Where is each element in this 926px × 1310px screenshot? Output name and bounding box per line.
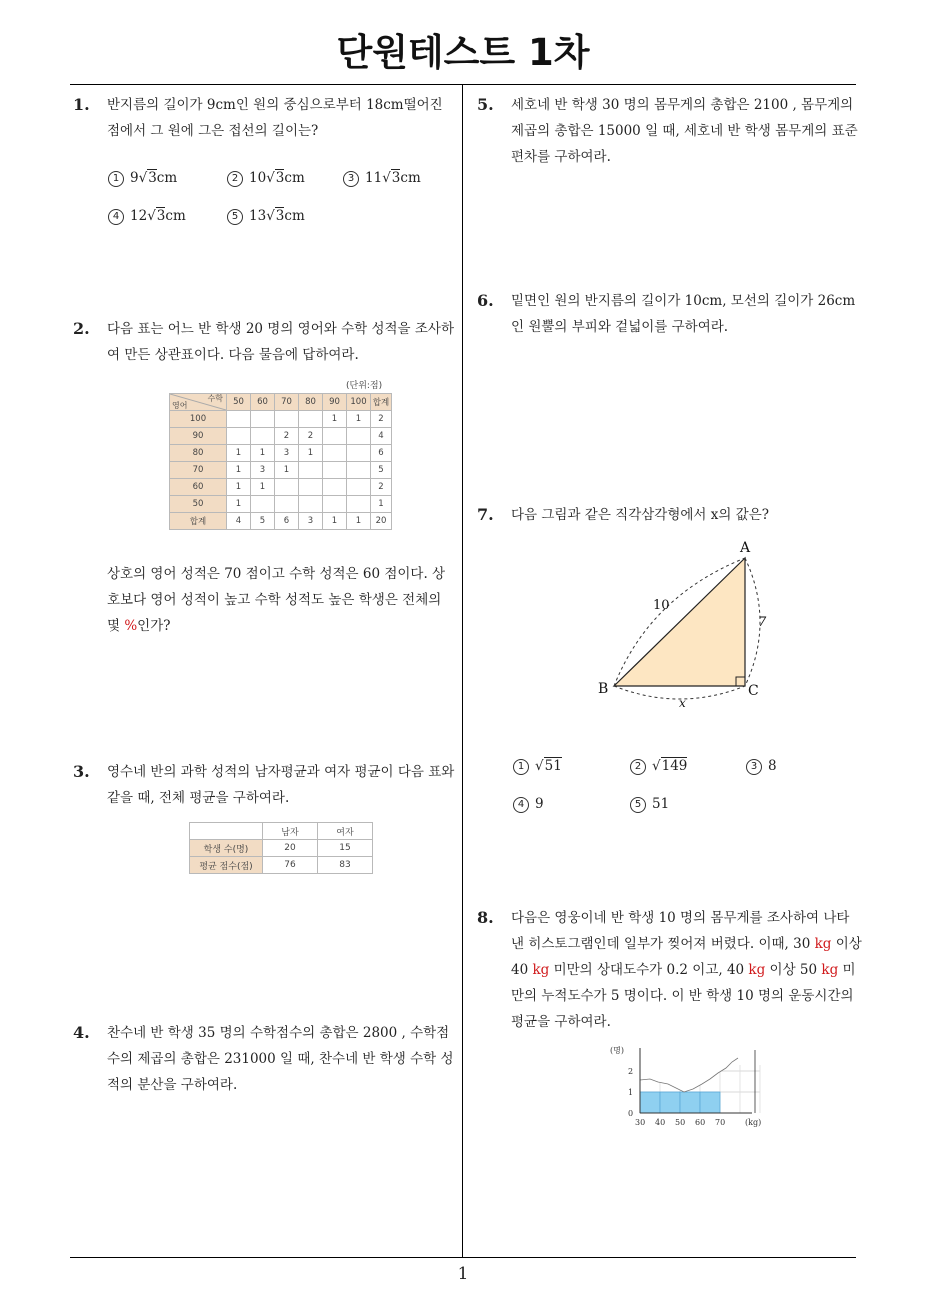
unit-kg: kg — [748, 962, 766, 978]
question-text: 다음 표는 어느 반 학생 20 명의 영어와 수학 성적을 조사하여 만든 상관표이다. 다음 물음에 답하여라. — [107, 321, 454, 363]
table-cell: 20 — [263, 840, 318, 857]
row-label: 80 — [170, 445, 227, 462]
table-cell: 2 — [371, 479, 392, 496]
table-header-row — [190, 823, 373, 840]
question-text: 세호네 반 학생 30 명의 몸무게의 총합은 2100 , 몸무게의 제곱의 총합은 15000 일 때, 세호네 반 학생 몸무게의 표준편차를 구하여라. — [511, 97, 858, 165]
table-cell: 1 — [323, 513, 347, 530]
choice-mark: 1 — [513, 759, 529, 775]
table-cell: 1 — [299, 445, 323, 462]
histogram-bar — [660, 1092, 680, 1113]
torn-area — [640, 1046, 738, 1092]
table-cell: 1 — [323, 411, 347, 428]
average-table — [189, 822, 373, 874]
question-text: 반지름의 길이가 9cm인 원의 중심으로부터 18cm떨어진 점에서 그 원에 그은 접선의 길이는? — [107, 97, 443, 139]
histogram-bar — [640, 1092, 660, 1113]
table-cell: 2 — [275, 428, 299, 445]
choice-coefficient: 11 — [365, 170, 383, 186]
sqrt-symbol: √ — [382, 170, 391, 186]
histogram-bar — [700, 1092, 720, 1113]
x-tick-label: 30 — [635, 1118, 646, 1127]
table-cell — [251, 411, 275, 428]
row-label: 60 — [170, 479, 227, 496]
choice-unit: cm — [165, 208, 186, 224]
table-cell — [275, 479, 299, 496]
question-8 — [477, 905, 862, 1035]
table-cell: 1 — [371, 496, 392, 513]
choice-mark: 5 — [227, 209, 243, 225]
y-tick-label: 2 — [628, 1067, 634, 1076]
percent-symbol: % — [124, 618, 138, 634]
table-cell: 2 — [371, 411, 392, 428]
question-3 — [73, 759, 458, 811]
row-label: 90 — [170, 428, 227, 445]
row-label: 70 — [170, 462, 227, 479]
question-2 — [73, 316, 458, 368]
choice-unit: cm — [284, 170, 305, 186]
table-cell: 4 — [227, 513, 251, 530]
question-text: 영수네 반의 과학 성적의 남자평균과 여자 평균이 다음 표와 같을 때, 전체 평균을 구하여라. — [107, 764, 455, 806]
vertex-b-label: B — [598, 681, 609, 697]
unit-kg: kg — [821, 962, 839, 978]
sqrt-symbol: √ — [147, 208, 156, 224]
unit-kg: kg — [814, 936, 832, 952]
choice-value: 9 — [535, 796, 544, 812]
question-7 — [477, 502, 862, 528]
x-tick-label: 50 — [675, 1118, 686, 1127]
question-number: 1. — [73, 95, 90, 114]
choice-unit: cm — [156, 170, 178, 186]
table-cell — [299, 479, 323, 496]
histogram-bar — [680, 1092, 700, 1113]
table-cell: 1 — [227, 445, 251, 462]
table-cell — [323, 496, 347, 513]
column-header: 50 — [227, 394, 251, 411]
table-cell: 6 — [371, 445, 392, 462]
choice-mark: 2 — [227, 171, 243, 187]
choice-radicand: 3 — [275, 170, 285, 186]
table-cell — [275, 496, 299, 513]
choice-coefficient: 9 — [130, 170, 139, 186]
table-cell: 1 — [347, 513, 371, 530]
text-segment: 다음은 영웅이네 반 학생 10 명의 몸무게를 조사하여 나타낸 히스토그램인데 일부가 찢어져 버렸다. 이때, 30 — [511, 910, 850, 952]
text-segment: 이상 50 — [765, 962, 822, 978]
row-label: 합계 — [170, 513, 227, 530]
table-cell: 4 — [371, 428, 392, 445]
choice-value: 51 — [652, 796, 670, 812]
table-cell — [347, 428, 371, 445]
table-cell: 5 — [371, 462, 392, 479]
table-cell — [323, 428, 347, 445]
table-cell: 1 — [347, 411, 371, 428]
sqrt-symbol: √ — [652, 758, 661, 774]
page-number: 1 — [457, 1264, 469, 1284]
column-divider — [462, 84, 463, 1257]
leg-bc-length-label: x — [679, 696, 686, 710]
table-cell — [323, 462, 347, 479]
choice-4[interactable] — [513, 796, 544, 813]
question-1 — [73, 92, 458, 144]
table-cell: 3 — [251, 462, 275, 479]
table-cell — [275, 411, 299, 428]
column-header — [190, 823, 263, 840]
question-4 — [73, 1020, 458, 1098]
column-header: 합계 — [371, 394, 392, 411]
y-axis-label: (명) — [610, 1046, 624, 1055]
corner-label-top: 수학 — [207, 394, 223, 403]
table-row — [170, 428, 392, 445]
table-cell: 1 — [227, 462, 251, 479]
table-cell — [323, 479, 347, 496]
choice-mark: 3 — [343, 171, 359, 187]
correlation-table — [169, 393, 392, 530]
question-number: 7. — [477, 505, 494, 524]
table-cell: 1 — [227, 496, 251, 513]
row-label: 50 — [170, 496, 227, 513]
choice-radicand: 51 — [544, 758, 562, 774]
corner-label-bottom: 영어 — [172, 401, 188, 410]
choice-1[interactable] — [513, 758, 562, 775]
table-cell: 1 — [251, 479, 275, 496]
question-number: 8. — [477, 908, 494, 927]
choice-4[interactable] — [108, 208, 186, 225]
text-segment: 이상 40 — [511, 936, 862, 978]
x-tick-label: 60 — [695, 1118, 706, 1127]
question-text: 다음 그림과 같은 직각삼각형에서 x의 값은? — [511, 507, 770, 523]
column-header: 남자 — [263, 823, 318, 840]
leg-ac-length-label: 7 — [758, 615, 767, 630]
table-cell — [347, 445, 371, 462]
sqrt-symbol: √ — [138, 170, 148, 186]
table-cell: 15 — [318, 840, 373, 857]
choice-radicand: 3 — [148, 170, 157, 186]
table-cell — [323, 445, 347, 462]
table-row — [170, 496, 392, 513]
column-header: 여자 — [318, 823, 373, 840]
table-cell — [251, 428, 275, 445]
column-header: 100 — [347, 394, 371, 411]
table-row — [170, 479, 392, 496]
sqrt-symbol: √ — [535, 758, 544, 774]
table-row — [170, 445, 392, 462]
table-cell: 2 — [299, 428, 323, 445]
table-cell — [347, 496, 371, 513]
question-number: 3. — [73, 762, 90, 781]
question-number: 4. — [73, 1023, 90, 1042]
choice-mark: 2 — [630, 759, 646, 775]
choice-3[interactable] — [746, 758, 777, 775]
question-number: 5. — [477, 95, 494, 114]
column-header: 60 — [251, 394, 275, 411]
choice-mark: 1 — [108, 171, 124, 187]
x-axis-label: (kg) — [745, 1118, 762, 1127]
question-number: 6. — [477, 291, 494, 310]
y-tick-label: 1 — [628, 1088, 634, 1097]
column-header: 70 — [275, 394, 299, 411]
choice-radicand: 149 — [661, 758, 688, 774]
choice-radicand: 3 — [391, 170, 401, 186]
choice-mark: 5 — [630, 797, 646, 813]
bottom-divider — [70, 1257, 856, 1258]
page-title: 단원테스트 1차 — [336, 31, 590, 74]
column-header: 90 — [323, 394, 347, 411]
row-label: 평균 점수(점) — [190, 857, 263, 874]
table-unit-note: (단위:점) — [346, 381, 383, 391]
choice-coefficient: 13 — [249, 208, 267, 224]
table-cell: 1 — [227, 479, 251, 496]
table-cell — [299, 496, 323, 513]
sqrt-symbol: √ — [266, 208, 275, 224]
column-header: 80 — [299, 394, 323, 411]
table-row — [170, 411, 392, 428]
table-row — [170, 462, 392, 479]
y-tick-label: 0 — [628, 1109, 634, 1118]
choice-1[interactable] — [108, 170, 177, 187]
choice-3[interactable] — [343, 170, 421, 187]
hypotenuse-length-label: 10 — [653, 598, 670, 613]
choice-mark: 4 — [513, 797, 529, 813]
choice-2[interactable] — [630, 758, 687, 775]
x-tick-label: 40 — [655, 1118, 666, 1127]
question-text: 밑면인 원의 반지름의 길이가 10cm, 모선의 길이가 26cm인 원뿔의 부피와 겉넓이를 구하여라. — [511, 293, 856, 335]
table-cell — [299, 462, 323, 479]
table-row — [190, 840, 373, 857]
table-cell: 3 — [275, 445, 299, 462]
choice-coefficient: 10 — [249, 170, 267, 186]
x-tick-label: 70 — [715, 1118, 726, 1127]
choice-2[interactable] — [227, 170, 305, 187]
question-6 — [477, 288, 862, 340]
table-row — [170, 513, 392, 530]
table-cell: 1 — [251, 445, 275, 462]
table-cell: 20 — [371, 513, 392, 530]
row-label: 학생 수(명) — [190, 840, 263, 857]
choice-unit: cm — [400, 170, 421, 186]
table-corner-cell — [170, 394, 227, 411]
table-cell: 83 — [318, 857, 373, 874]
table-cell — [299, 411, 323, 428]
unit-kg: kg — [532, 962, 550, 978]
table-cell: 1 — [275, 462, 299, 479]
sqrt-symbol: √ — [266, 170, 275, 186]
table-cell: 6 — [275, 513, 299, 530]
choice-5[interactable] — [630, 796, 669, 813]
choice-radicand: 3 — [275, 208, 285, 224]
table-cell — [227, 428, 251, 445]
table-row — [190, 857, 373, 874]
text-segment: 미만의 누적도수가 5 명이다. 이 반 학생 10 명의 운동시간의 평균을 구하여라. — [511, 962, 856, 1030]
row-label: 100 — [170, 411, 227, 428]
question-number: 2. — [73, 319, 90, 338]
question-2-followup: 상호의 영어 성적은 70 점이고 수학 성적은 60 점이다. 상호보다 영어 성적이 높고 수학 성적도 높은 학생은 전체의 몇 %인가? — [107, 566, 446, 634]
text-segment: 미만의 상대도수가 0.2 이고, 40 — [549, 962, 749, 978]
table-header-row — [170, 394, 392, 411]
table-cell: 5 — [251, 513, 275, 530]
question-5 — [477, 92, 862, 170]
choice-mark: 3 — [746, 759, 762, 775]
top-divider — [70, 84, 856, 85]
vertex-a-label: A — [740, 540, 751, 556]
table-cell — [347, 479, 371, 496]
question-text: 찬수네 반 학생 35 명의 수학점수의 총합은 2800 , 수학점수의 제곱의 총합은 231000 일 때, 찬수네 반 학생 수학 성적의 분산을 구하여라. — [107, 1025, 454, 1093]
table-cell: 3 — [299, 513, 323, 530]
right-triangle-figure — [590, 536, 780, 712]
table-cell — [227, 411, 251, 428]
torn-histogram — [598, 1040, 773, 1132]
choice-coefficient: 12 — [130, 208, 148, 224]
choice-5[interactable] — [227, 208, 305, 225]
choice-value: 8 — [768, 758, 777, 774]
vertex-c-label: C — [748, 683, 759, 699]
table-cell — [251, 496, 275, 513]
table-cell: 76 — [263, 857, 318, 874]
choice-mark: 4 — [108, 209, 124, 225]
question-text — [511, 905, 862, 1035]
triangle-shape — [614, 558, 745, 686]
choice-radicand: 3 — [156, 208, 166, 224]
table-cell — [347, 462, 371, 479]
choice-unit: cm — [284, 208, 305, 224]
